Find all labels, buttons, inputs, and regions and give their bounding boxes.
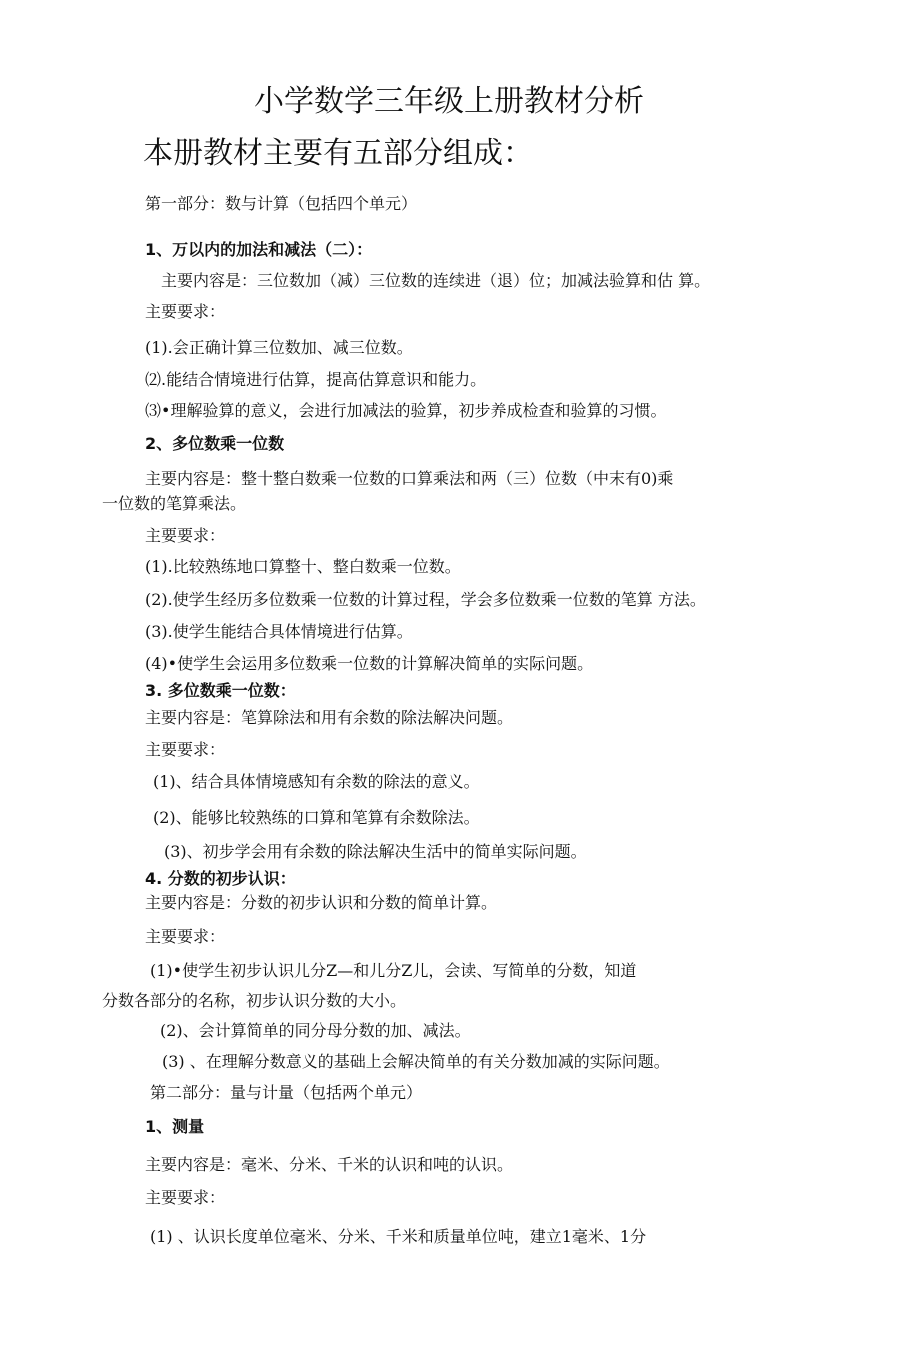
unit2-heading: 2、多位数乘一位数 — [145, 434, 285, 453]
unit4-req-1-line2: 分数各部分的名称，初步认识分数的大小。 — [102, 991, 407, 1010]
unit3-heading: 3. 多位数乘一位数： — [145, 681, 296, 700]
unit2-content-line2: 一位数的笔算乘法。 — [102, 494, 247, 513]
unit4-req-2: (2)、会计算简单的同分母分数的加、减法。 — [160, 1021, 471, 1040]
unit2-content-line1: 主要内容是：整十整白数乘一位数的口算乘法和两（三）位数（中末有0)乘 — [145, 469, 674, 488]
unit1-req-2: ⑵.能结合情境进行估算，提高估算意识和能力。 — [145, 370, 487, 389]
unit4-req-label: 主要要求： — [145, 927, 226, 946]
unit2-req-2: (2).使学生经历多位数乘一位数的计算过程，学会多位数乘一位数的笔算 方法。 — [145, 590, 706, 609]
unit3-content: 主要内容是：笔算除法和用有余数的除法解决问题。 — [145, 708, 514, 727]
unit3-req-2: (2)、能够比较熟练的口算和笔算有余数除法。 — [153, 808, 480, 827]
page-title: 小学数学三年级上册教材分析 — [254, 84, 644, 119]
unit1-req-label: 主要要求： — [145, 302, 226, 321]
unit4-req-1-line1: (1)•使学生初步认识儿分Z—和儿分Z儿，会读、写简单的分数，知道 — [150, 961, 637, 980]
part2-unit1-req-label: 主要要求： — [145, 1188, 226, 1207]
part2-unit1-heading: 1、测量 — [145, 1117, 205, 1136]
unit4-heading: 4. 分数的初步认识： — [145, 869, 296, 888]
part2-unit1-content: 主要内容是：毫米、分米、千米的认识和吨的认识。 — [145, 1155, 514, 1174]
unit1-req-3: ⑶•理解验算的意义，会进行加减法的验算，初步养成检查和验算的习惯。 — [145, 401, 667, 420]
unit1-req-1: (1).会正确计算三位数加、减三位数。 — [145, 338, 413, 357]
part2-unit1-req-1: (1) 、认识长度单位毫米、分米、千米和质量单位吨，建立1毫米、1分 — [150, 1227, 647, 1246]
unit4-content: 主要内容是：分数的初步认识和分数的简单计算。 — [145, 893, 498, 912]
part1-heading: 第一部分：数与计算（包括四个单元） — [145, 194, 418, 213]
unit1-heading: 1、万以内的加法和减法（二）： — [145, 240, 373, 259]
unit1-content: 主要内容是：三位数加（减）三位数的连续进（退）位；加减法验算和估 算。 — [161, 271, 711, 290]
unit2-req-4: (4)•使学生会运用多位数乘一位数的计算解决简单的实际问题。 — [145, 654, 594, 673]
unit3-req-3: (3)、初步学会用有余数的除法解决生活中的简单实际问题。 — [164, 842, 587, 861]
page-subtitle: 本册教材主要有五部分组成： — [143, 136, 533, 171]
unit2-req-label: 主要要求： — [145, 526, 226, 545]
unit4-req-3: (3) 、在理解分数意义的基础上会解决简单的有关分数加减的实际问题。 — [162, 1052, 670, 1071]
part2-heading: 第二部分：量与计量（包括两个单元） — [150, 1083, 423, 1102]
unit2-req-3: (3).使学生能结合具体情境进行估算。 — [145, 622, 413, 641]
unit2-req-1: (1).比较熟练地口算整十、整白数乘一位数。 — [145, 557, 461, 576]
unit3-req-1: (1)、结合具体情境感知有余数的除法的意义。 — [153, 772, 480, 791]
unit3-req-label: 主要要求： — [145, 740, 226, 759]
